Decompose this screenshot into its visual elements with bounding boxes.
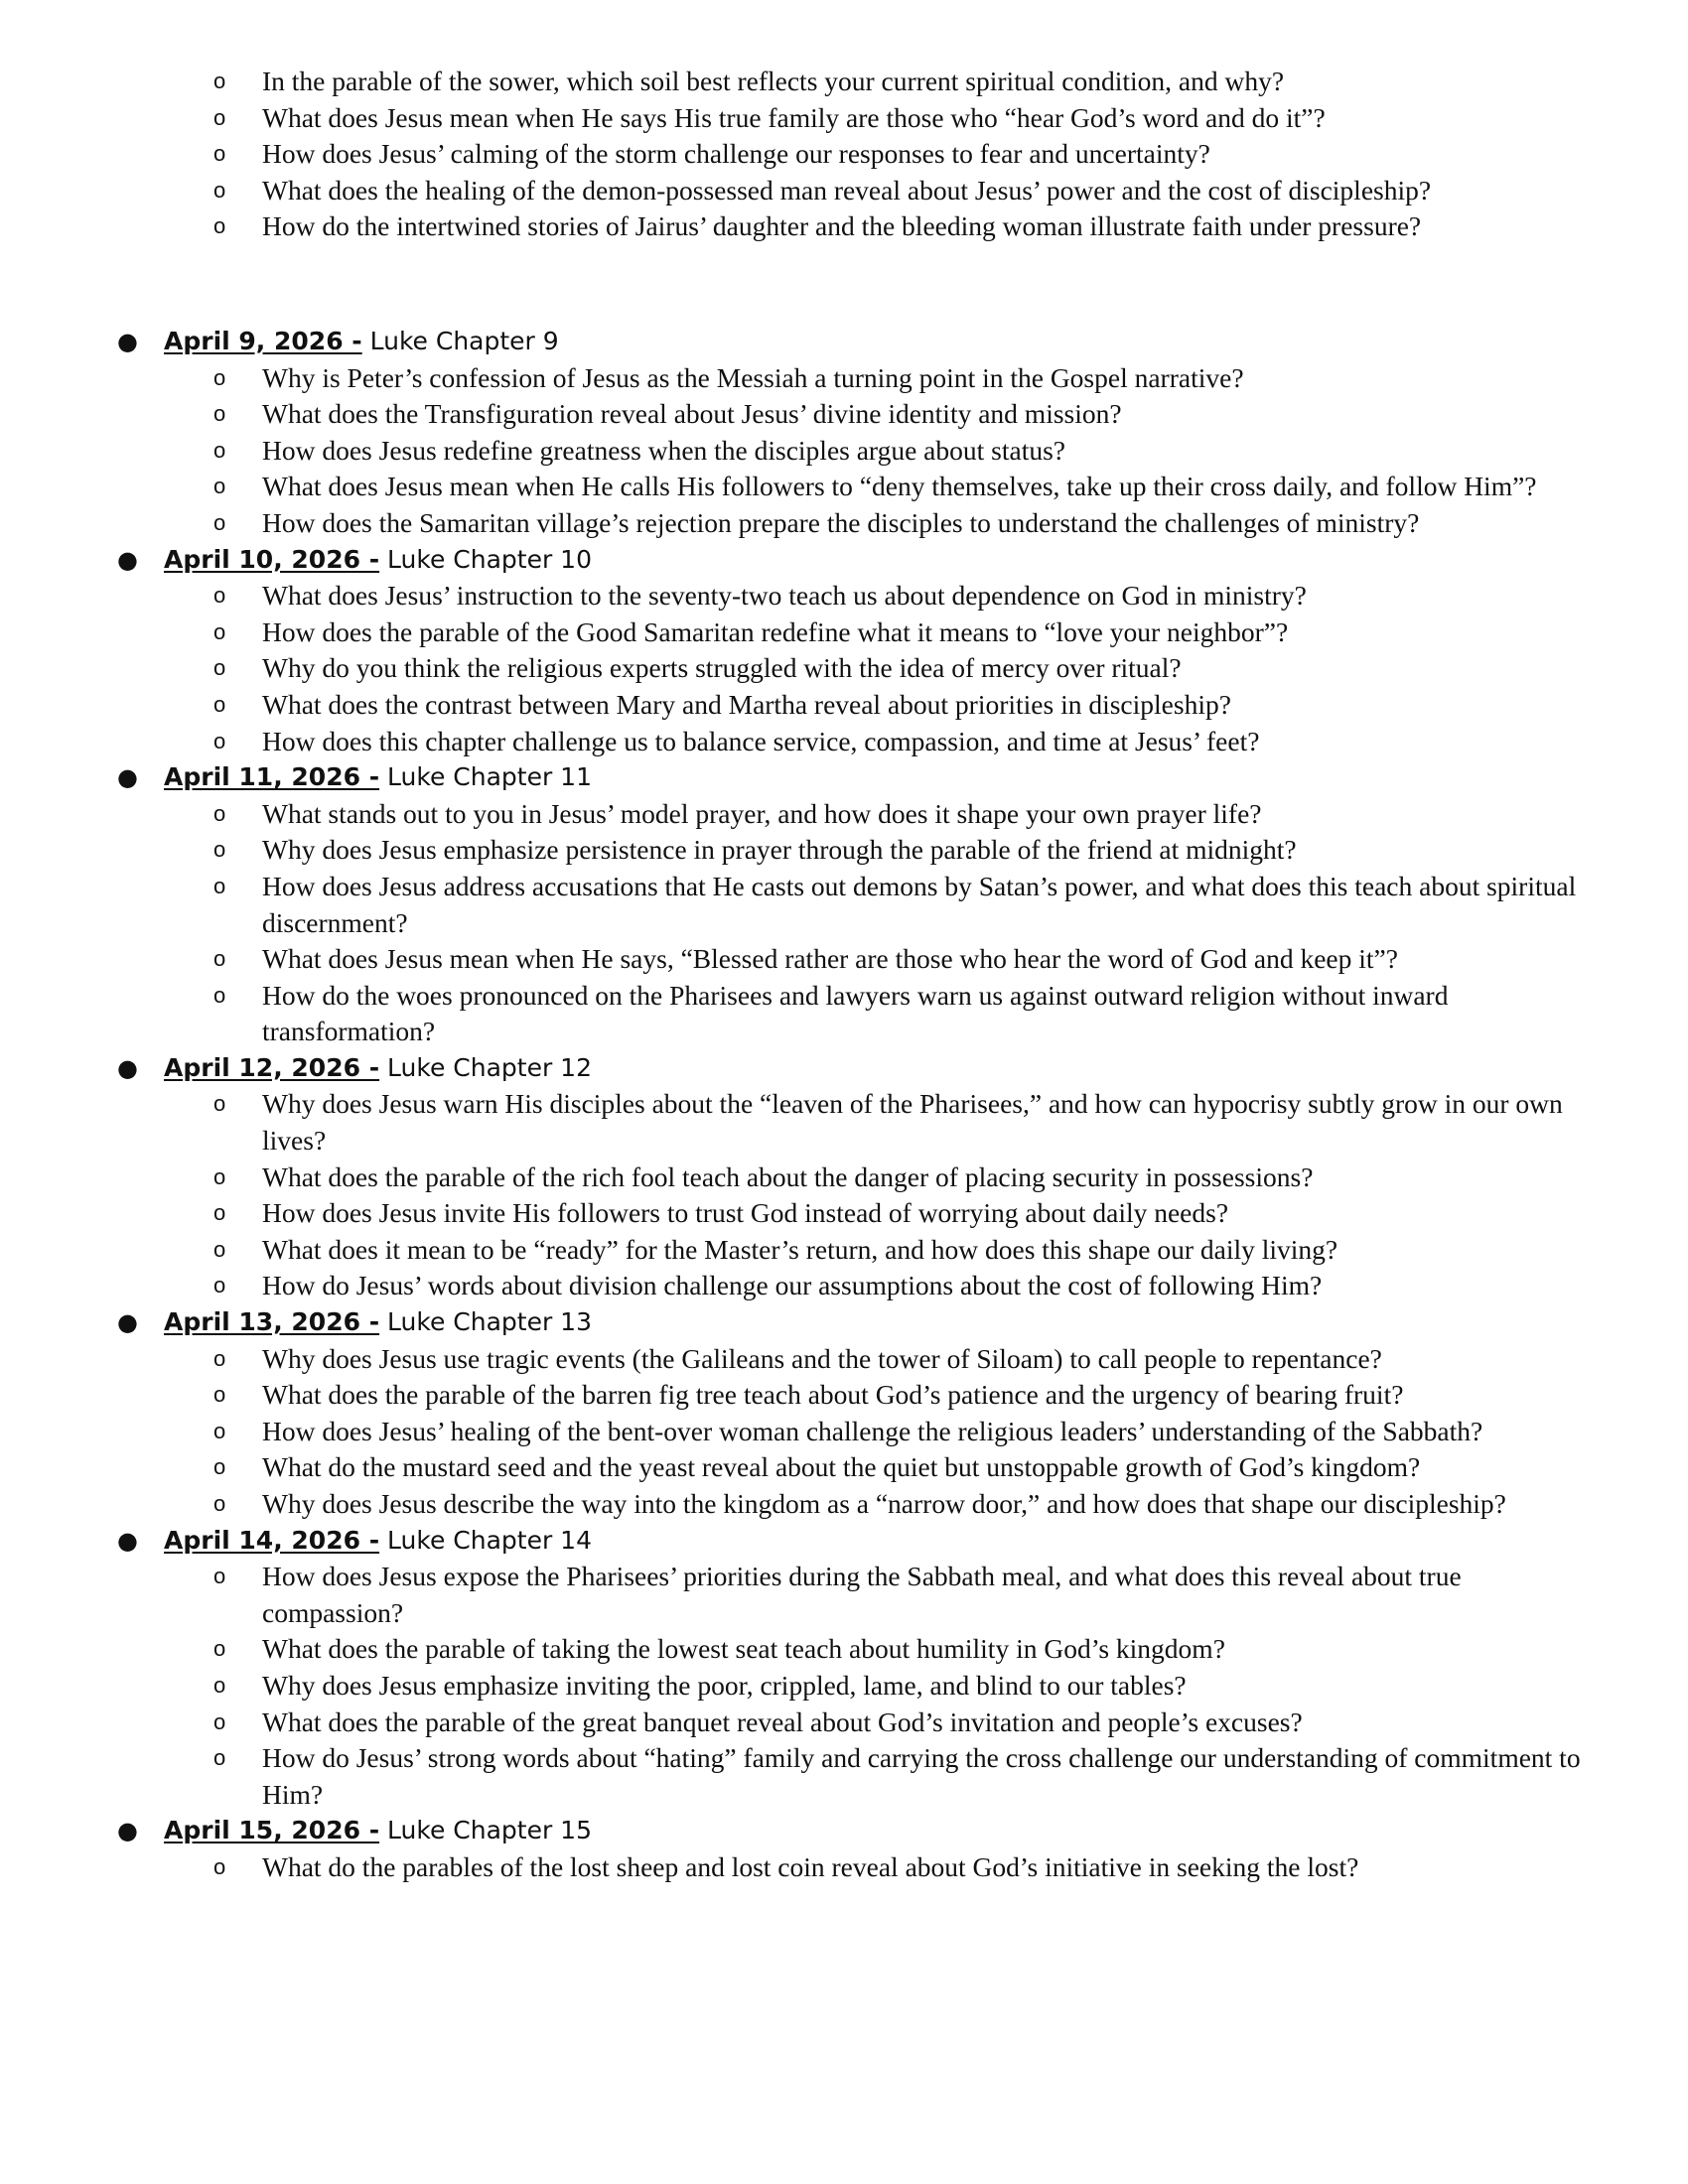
day-heading [0, 1050, 1688, 1087]
hollow-circle-bullet-icon: o [213, 982, 226, 1008]
question-text: Why does Jesus warn His disciples about the “leaven of the Pharisees,” and how can hypocrisy subtly grow in our own lives? [262, 1088, 1563, 1157]
hollow-circle-bullet-icon: o [213, 1708, 226, 1734]
question-text: What does the parable of the great banquet reveal about God’s invitation and people’s excuses? [262, 1706, 1303, 1737]
question-item [0, 650, 1593, 687]
question-item [0, 1341, 1593, 1378]
question-text: Why does Jesus use tragic events (the Galileans and the tower of Siloam) to call people to repentance? [262, 1342, 1382, 1374]
question-text: How does Jesus invite His followers to trust God instead of worrying about daily needs? [262, 1197, 1229, 1229]
hollow-circle-bullet-icon: o [213, 1163, 226, 1189]
question-item [0, 869, 1593, 941]
question-list [0, 796, 1688, 1050]
question-text: What do the parables of the lost sheep and lost coin reveal about God’s initiative in seeking the lost? [262, 1850, 1359, 1882]
question-item [0, 1486, 1593, 1523]
question-text: How does Jesus’ healing of the bent-over woman challenge the religious leaders’ understanding of the Sabbath? [262, 1415, 1483, 1446]
day-entry [0, 324, 1688, 542]
day-chapter: Luke Chapter 10 [387, 544, 592, 574]
question-list [0, 578, 1688, 759]
hollow-circle-bullet-icon: o [213, 728, 226, 753]
day-entry [0, 542, 1688, 760]
day-heading [0, 324, 1688, 360]
day-entry [0, 759, 1688, 1050]
day-chapter: Luke Chapter 9 [369, 327, 559, 355]
day-date: April 13, 2026 - [164, 1307, 380, 1337]
day-entry [0, 1304, 1688, 1523]
day-heading [0, 1523, 1688, 1560]
question-text: How do the intertwined stories of Jairus’ daughter and the bleeding woman illustrate faith under pressure? [262, 210, 1422, 242]
question-list [0, 1086, 1688, 1304]
question-item [0, 360, 1593, 397]
filled-dot-bullet-icon: ● [117, 1817, 138, 1845]
hollow-circle-bullet-icon: o [213, 1454, 226, 1480]
question-text: What does the parable of the rich fool teach about the danger of placing security in possessions? [262, 1160, 1314, 1192]
day-chapter: Luke Chapter 11 [387, 762, 592, 792]
question-text: What does Jesus mean when He says His true family are those who “hear God’s word and do it”? [262, 101, 1326, 133]
question-text: Why does Jesus emphasize persistence in prayer through the parable of the friend at midnight? [262, 834, 1297, 866]
hollow-circle-bullet-icon: o [213, 437, 226, 463]
day-date: April 10, 2026 - [164, 544, 380, 574]
hollow-circle-bullet-icon: o [213, 1236, 226, 1262]
question-text: What does Jesus mean when He says, “Blessed rather are those who hear the word of God and keep it”? [262, 943, 1398, 975]
question-list [0, 1341, 1688, 1523]
question-item [0, 1195, 1593, 1232]
question-list [0, 1559, 1688, 1813]
hollow-circle-bullet-icon: o [213, 1382, 226, 1408]
question-item [0, 796, 1593, 833]
question-item [0, 1414, 1593, 1450]
question-text: How does the parable of the Good Samaritan redefine what it means to “love your neighbor”? [262, 615, 1289, 647]
hollow-circle-bullet-icon: o [213, 1853, 226, 1879]
question-text: Why does Jesus emphasize inviting the poor, crippled, lame, and blind to our tables? [262, 1669, 1187, 1701]
hollow-circle-bullet-icon: o [213, 213, 226, 239]
question-text: What does the healing of the demon-possessed man reveal about Jesus’ power and the cost of discipleship? [262, 174, 1432, 205]
hollow-circle-bullet-icon: o [213, 1564, 226, 1589]
hollow-circle-bullet-icon: o [213, 873, 226, 898]
question-item [0, 136, 1593, 173]
question-item [0, 832, 1593, 869]
day-chapter: Luke Chapter 12 [387, 1052, 592, 1082]
hollow-circle-bullet-icon: o [213, 1418, 226, 1443]
hollow-circle-bullet-icon: o [213, 583, 226, 609]
question-text: In the parable of the sower, which soil best reflects your current spiritual condition, and why? [262, 66, 1285, 96]
hollow-circle-bullet-icon: o [213, 1345, 226, 1371]
question-text: How does Jesus’ calming of the storm challenge our responses to fear and uncertainty? [262, 138, 1210, 170]
day-date: April 15, 2026 - [164, 1816, 380, 1845]
day-chapter: Luke Chapter 15 [387, 1816, 592, 1845]
question-item [0, 1232, 1593, 1269]
day-chapter: Luke Chapter 13 [387, 1307, 592, 1337]
hollow-circle-bullet-icon: o [213, 837, 226, 863]
hollow-circle-bullet-icon: o [213, 1091, 226, 1117]
question-item [0, 1449, 1593, 1486]
hollow-circle-bullet-icon: o [213, 401, 226, 427]
question-item [0, 578, 1593, 614]
hollow-circle-bullet-icon: o [213, 364, 226, 390]
hollow-circle-bullet-icon: o [213, 1491, 226, 1516]
question-list [0, 1849, 1688, 1886]
hollow-circle-bullet-icon: o [213, 1636, 226, 1662]
question-item [0, 614, 1593, 651]
hollow-circle-bullet-icon: o [213, 946, 226, 972]
question-item [0, 208, 1593, 245]
question-text: Why do you think the religious experts struggled with the idea of mercy over ritual? [262, 652, 1182, 684]
hollow-circle-bullet-icon: o [213, 618, 226, 644]
hollow-circle-bullet-icon: o [213, 509, 226, 535]
day-heading [0, 542, 1688, 579]
carryover-question-list [0, 64, 1688, 245]
hollow-circle-bullet-icon: o [213, 68, 226, 93]
hollow-circle-bullet-icon: o [213, 104, 226, 130]
day-date: April 11, 2026 - [164, 762, 380, 792]
question-item [0, 396, 1593, 433]
question-text: How does Jesus redefine greatness when the disciples argue about status? [262, 434, 1065, 466]
filled-dot-bullet-icon: ● [117, 1526, 138, 1555]
question-text: What stands out to you in Jesus’ model prayer, and how does it shape your own prayer life? [262, 797, 1262, 829]
question-text: What does the parable of taking the lowest seat teach about humility in God’s kingdom? [262, 1633, 1225, 1665]
hollow-circle-bullet-icon: o [213, 1200, 226, 1226]
question-item [0, 1086, 1593, 1159]
hollow-circle-bullet-icon: o [213, 691, 226, 717]
day-date: April 12, 2026 - [164, 1052, 380, 1082]
hollow-circle-bullet-icon: o [213, 177, 226, 203]
question-item [0, 1559, 1593, 1631]
day-date: April 9, 2026 - [164, 327, 362, 355]
filled-dot-bullet-icon: ● [117, 1053, 138, 1082]
question-item [0, 505, 1593, 542]
day-heading [0, 1304, 1688, 1341]
question-text: How do Jesus’ words about division challenge our assumptions about the cost of following Him? [262, 1270, 1323, 1301]
question-item [0, 724, 1593, 760]
question-list [0, 360, 1688, 542]
filled-dot-bullet-icon: ● [117, 763, 138, 792]
day-heading [0, 759, 1688, 796]
question-item [0, 1377, 1593, 1414]
day-heading [0, 1813, 1688, 1849]
question-item [0, 100, 1593, 137]
question-item [0, 1631, 1593, 1668]
question-text: How do the woes pronounced on the Pharisees and lawyers warn us against outward religion without inward transformation? [262, 979, 1449, 1047]
question-text: What does it mean to be “ready” for the Master’s return, and how does this shape our daily living? [262, 1233, 1338, 1265]
hollow-circle-bullet-icon: o [213, 1273, 226, 1298]
question-item [0, 433, 1593, 470]
question-text: What does Jesus mean when He calls His followers to “deny themselves, take up their cross daily, and follow Him”? [262, 471, 1537, 502]
day-entry [0, 1050, 1688, 1304]
question-text: How do Jesus’ strong words about “hating” family and carrying the cross challenge our understanding of commitment to Him? [262, 1742, 1581, 1810]
day-entry [0, 1523, 1688, 1814]
question-text: Why does Jesus describe the way into the kingdom as a “narrow door,” and how does that shape our discipleship? [262, 1488, 1506, 1519]
day-date: April 14, 2026 - [164, 1525, 380, 1555]
question-text: What does the Transfiguration reveal about Jesus’ divine identity and mission? [262, 398, 1122, 430]
question-text: What do the mustard seed and the yeast reveal about the quiet but unstoppable growth of God’s kingdom? [262, 1451, 1421, 1483]
question-item [0, 64, 1593, 100]
question-item [0, 1268, 1593, 1304]
day-entry [0, 1813, 1688, 1885]
question-item [0, 687, 1593, 724]
question-item [0, 1740, 1593, 1813]
question-item [0, 1849, 1593, 1886]
hollow-circle-bullet-icon: o [213, 655, 226, 681]
question-item [0, 1705, 1593, 1741]
question-item [0, 469, 1593, 505]
question-item [0, 1668, 1593, 1705]
question-text: What does Jesus’ instruction to the seventy-two teach us about dependence on God in ministry? [262, 580, 1307, 612]
hollow-circle-bullet-icon: o [213, 800, 226, 826]
question-text: Why is Peter’s confession of Jesus as the Messiah a turning point in the Gospel narrative? [262, 361, 1244, 393]
hollow-circle-bullet-icon: o [213, 474, 226, 499]
question-text: How does Jesus address accusations that He casts out demons by Satan’s power, and what does this teach about spiritual discernment? [262, 870, 1577, 938]
reading-schedule-list [0, 324, 1688, 1886]
question-text: How does Jesus expose the Pharisees’ priorities during the Sabbath meal, and what does this reveal about true compassion? [262, 1561, 1462, 1628]
question-text: How does the Samaritan village’s rejection prepare the disciples to understand the challenges of ministry? [262, 506, 1420, 538]
filled-dot-bullet-icon: ● [117, 328, 138, 355]
question-item [0, 941, 1593, 978]
question-text: How does this chapter challenge us to balance service, compassion, and time at Jesus’ feet? [262, 725, 1260, 756]
hollow-circle-bullet-icon: o [213, 141, 226, 167]
hollow-circle-bullet-icon: o [213, 1672, 226, 1698]
hollow-circle-bullet-icon: o [213, 1745, 226, 1771]
question-item [0, 173, 1593, 209]
filled-dot-bullet-icon: ● [117, 545, 138, 574]
filled-dot-bullet-icon: ● [117, 1308, 138, 1337]
day-chapter: Luke Chapter 14 [387, 1525, 592, 1555]
question-item [0, 978, 1593, 1050]
question-text: What does the contrast between Mary and Martha reveal about priorities in discipleship? [262, 688, 1231, 720]
question-text: What does the parable of the barren fig tree teach about God’s patience and the urgency of bearing fruit? [262, 1379, 1404, 1411]
question-item [0, 1160, 1593, 1196]
